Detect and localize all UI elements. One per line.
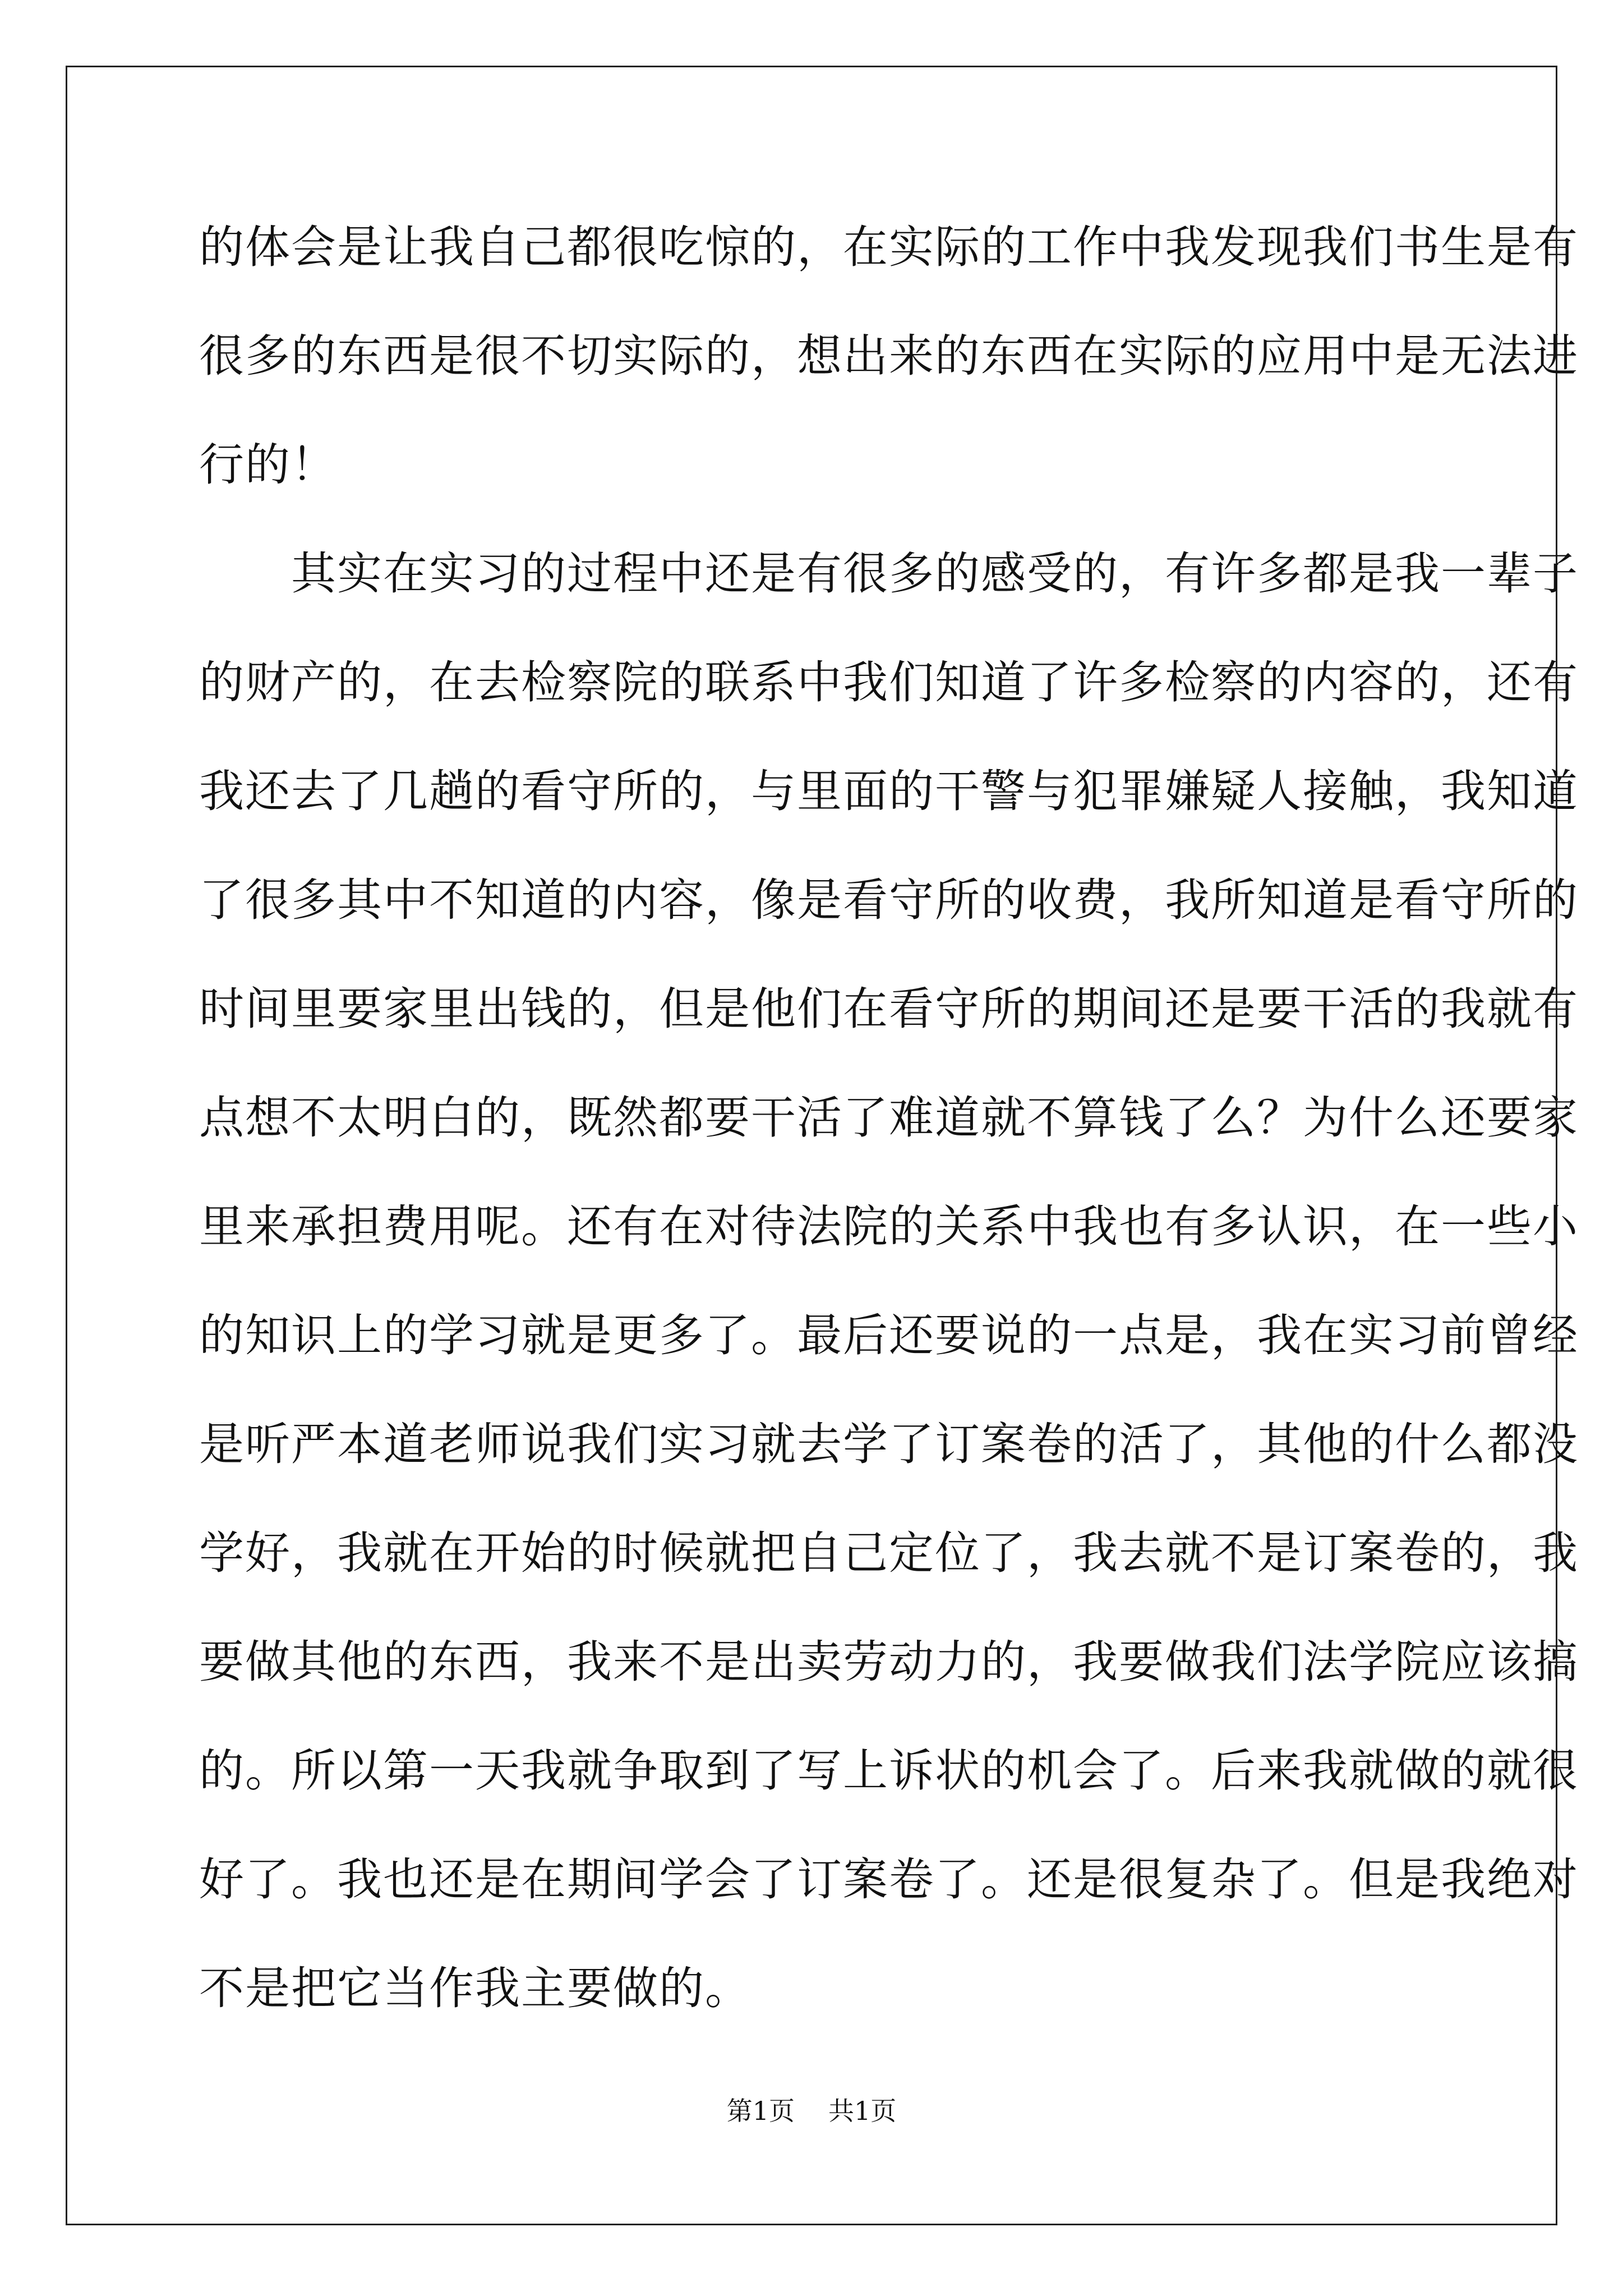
text-line: 是听严本道老师说我们实习就去学了订案卷的活了，其他的什么都没 — [199, 1418, 1579, 1470]
text-line: 的。所以第一天我就争取到了写上诉状的机会了。后来我就做的就很 — [199, 1745, 1579, 1797]
text-line: 的知识上的学习就是更多了。最后还要说的一点是，我在实习前曾经 — [199, 1309, 1579, 1361]
text-line: 学好，我就在开始的时候就把自己定位了，我去就不是订案卷的，我 — [199, 1527, 1579, 1579]
text-line: 要做其他的东西，我来不是出卖劳动力的，我要做我们法学院应该搞 — [199, 1636, 1579, 1688]
text-line: 好了。我也还是在期间学会了订案卷了。还是很复杂了。但是我绝对 — [199, 1853, 1579, 1906]
text-line: 里来承担费用呢。还有在对待法院的关系中我也有多认识，在一些小 — [199, 1200, 1579, 1253]
page-number: 第1页 — [726, 2096, 795, 2126]
text-line: 不是把它当作我主要做的。 — [199, 1962, 751, 2014]
page-total: 共1页 — [828, 2096, 897, 2126]
text-line: 的财产的，在去检察院的联系中我们知道了许多检察的内容的，还有 — [199, 656, 1579, 708]
text-line: 其实在实习的过程中还是有很多的感受的，有许多都是我一辈子 — [199, 547, 1579, 600]
text-line: 很多的东西是很不切实际的，想出来的东西在实际的应用中是无法进 — [199, 330, 1579, 382]
text-line: 点想不太明白的，既然都要干活了难道就不算钱了么？为什么还要家 — [199, 1092, 1579, 1144]
text-line: 的体会是让我自己都很吃惊的，在实际的工作中我发现我们书生是有 — [199, 221, 1579, 273]
text-line: 行的！ — [199, 439, 337, 491]
text-line: 了很多其中不知道的内容，像是看守所的收费，我所知道是看守所的 — [199, 874, 1579, 926]
page-footer — [0, 2095, 1623, 2127]
text-line: 我还去了几趟的看守所的，与里面的干警与犯罪嫌疑人接触，我知道 — [199, 765, 1579, 817]
text-line: 时间里要家里出钱的，但是他们在看守所的期间还是要干活的我就有 — [199, 983, 1579, 1035]
